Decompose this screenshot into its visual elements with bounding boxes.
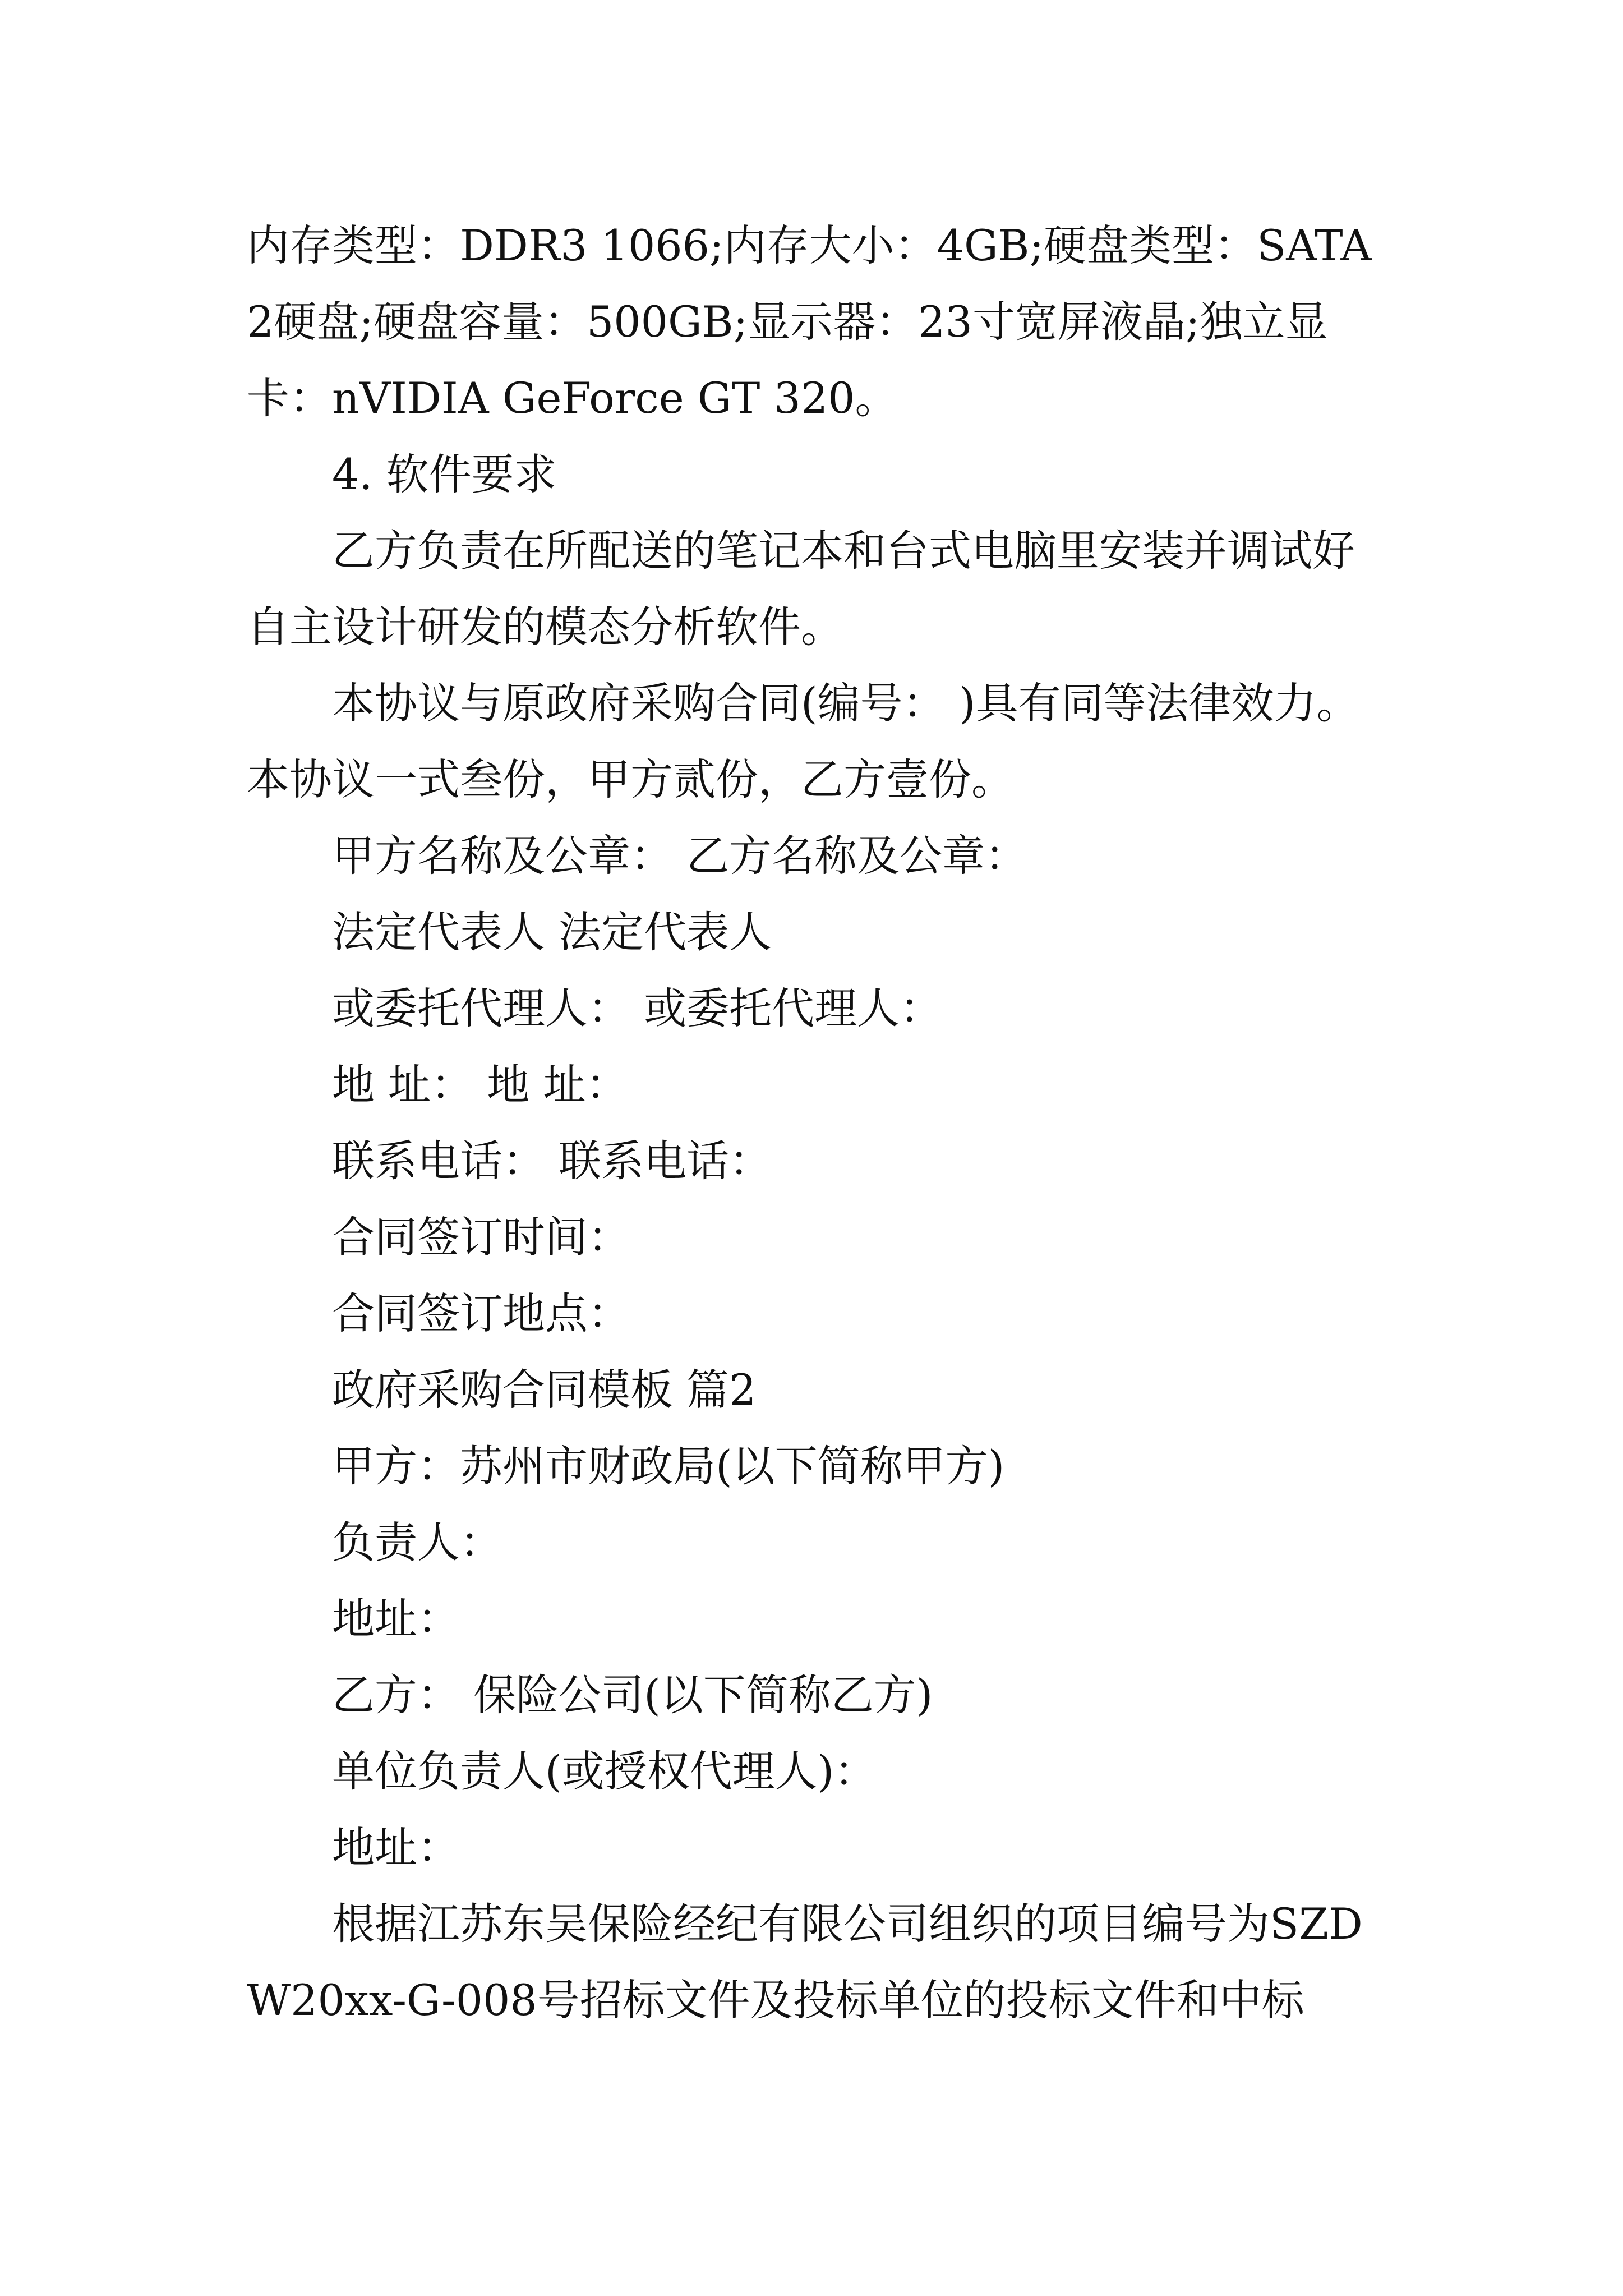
authorized-agent-line: 或委托代理人： 或委托代理人： bbox=[332, 983, 943, 1033]
section-title: 政府采购合同模板 篇2 bbox=[332, 1365, 757, 1415]
party-a-line: 甲方：苏州市财政局(以下简称甲方) bbox=[332, 1441, 1005, 1491]
signing-time-line: 合同签订时间： bbox=[332, 1212, 630, 1262]
responsible-person-line: 负责人： bbox=[332, 1517, 502, 1567]
party-a-address-line: 地址： bbox=[332, 1594, 460, 1644]
party-name-seal-line: 甲方名称及公章： 乙方名称及公章： bbox=[332, 831, 1028, 881]
document-body bbox=[247, 208, 1391, 2039]
signing-place-line: 合同签订地点： bbox=[332, 1289, 630, 1338]
legal-representative-line: 法定代表人 法定代表人 bbox=[332, 907, 772, 957]
unit-responsible-line: 单位负责人(或授权代理人)： bbox=[332, 1746, 877, 1796]
software-requirements-paragraph: 乙方负责在所配送的笔记本和台式电脑里安装并调试好自主设计研发的模态分析软件。 bbox=[247, 526, 1355, 652]
hardware-spec-paragraph: 内存类型：DDR3 1066;内存大小：4GB;硬盘类型：SATA2硬盘;硬盘容量：500GB;显示器：23寸宽屏液晶;独立显卡：nVIDIA GeForce GT 320。 bbox=[247, 220, 1372, 423]
phone-line: 联系电话： 联系电话： bbox=[332, 1136, 772, 1186]
agreement-validity-paragraph: 本协议与原政府采购合同(编号： )具有同等法律效力。本协议一式叁份，甲方贰份，乙方壹份。 bbox=[247, 678, 1359, 804]
software-requirements-heading: 4. 软件要求 bbox=[332, 449, 557, 499]
address-line: 地 址： 地 址： bbox=[332, 1060, 629, 1110]
tender-basis-paragraph: 根据江苏东吴保险经纪有限公司组织的项目编号为SZDW20xx-G-008号招标文件及投标单位的投标文件和中标 bbox=[247, 1899, 1363, 2025]
party-b-address-line: 地址： bbox=[332, 1823, 460, 1872]
party-b-line: 乙方： 保险公司(以下简称乙方) bbox=[332, 1670, 933, 1720]
